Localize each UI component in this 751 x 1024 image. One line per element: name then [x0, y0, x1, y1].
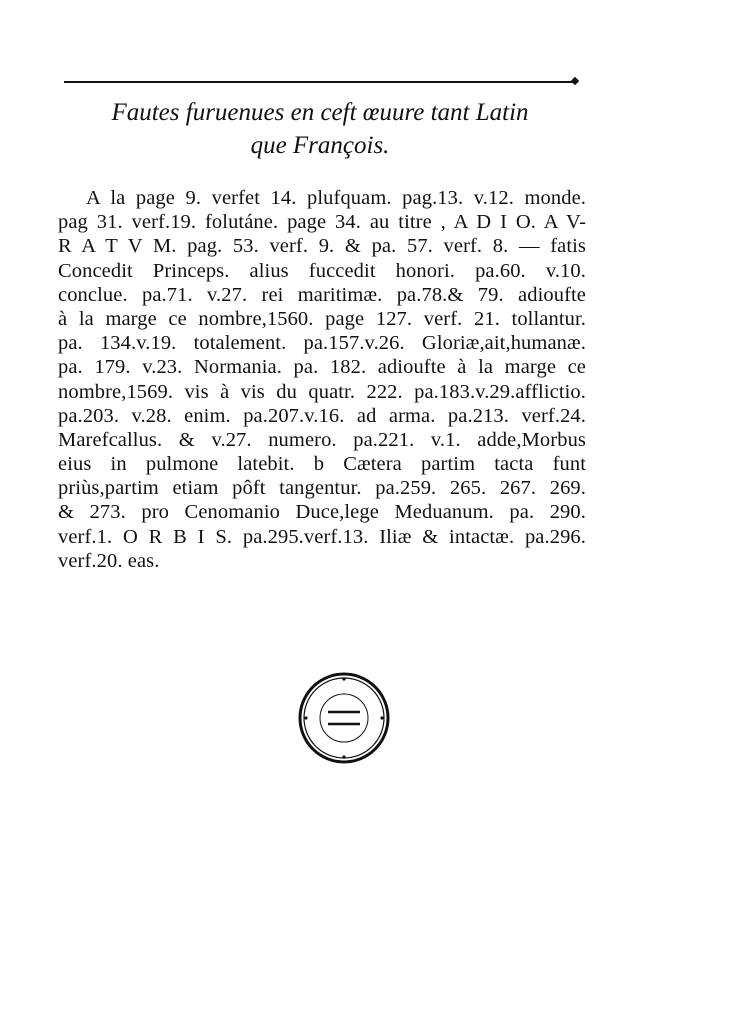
errata-line: A la page 9. verfet 14. plufquam. pag.13. v.12. monde.: [86, 187, 586, 209]
errata-line: priùs,partim etiam pôft tangentur. pa.259. 265. 267. 269.: [58, 477, 586, 500]
header-rule: [64, 81, 576, 83]
errata-line: à la marge ce nombre,1560. page 127. verf. 21. tollantur.: [58, 307, 586, 330]
errata-title: [60, 96, 580, 162]
errata-line: verf.20. eas.: [58, 549, 160, 572]
errata-line: pag 31. verf.19. folutáne. page 34. au titre , A D I O. A V-: [58, 211, 586, 234]
errata-title-line-2: que François.: [250, 132, 390, 159]
errata-body: [58, 186, 586, 573]
library-stamp: [298, 672, 390, 764]
errata-line: pa. 179. v.23. Normania. pa. 182. adioufte à la marge ce: [58, 356, 586, 379]
errata-line: eius in pulmone latebit. b Cætera partim tacta funt: [58, 453, 586, 476]
errata-line: Marefcallus. & v.27. numero. pa.221. v.1. adde,Morbus: [58, 428, 586, 451]
errata-line: Concedit Princeps. alius fuccedit honori. pa.60. v.10.: [58, 259, 586, 282]
errata-line: conclue. pa.71. v.27. rei maritimæ. pa.78.& 79. adioufte: [58, 283, 586, 306]
errata-line: nombre,1569. vis à vis du quatr. 222. pa.183.v.29.afflictio.: [58, 380, 586, 403]
errata-line: verf.1. O R B I S. pa.295.verf.13. Iliæ & intactæ. pa.296.: [58, 525, 586, 548]
rule-ornament: [571, 77, 579, 85]
errata-line: pa. 134.v.19. totalement. pa.157.v.26. Gloriæ,ait,humanæ.: [58, 332, 586, 355]
errata-line: pa.203. v.28. enim. pa.207.v.16. ad arma. pa.213. verf.24.: [58, 404, 586, 427]
errata-line: & 273. pro Cenomanio Duce,lege Meduanum. pa. 290.: [58, 501, 586, 524]
errata-line: R A T V M. pag. 53. verf. 9. & pa. 57. verf. 8. — fatis: [58, 235, 586, 258]
errata-title-line-1: Fautes furuenues en ceft œuure tant Latin: [111, 99, 529, 126]
